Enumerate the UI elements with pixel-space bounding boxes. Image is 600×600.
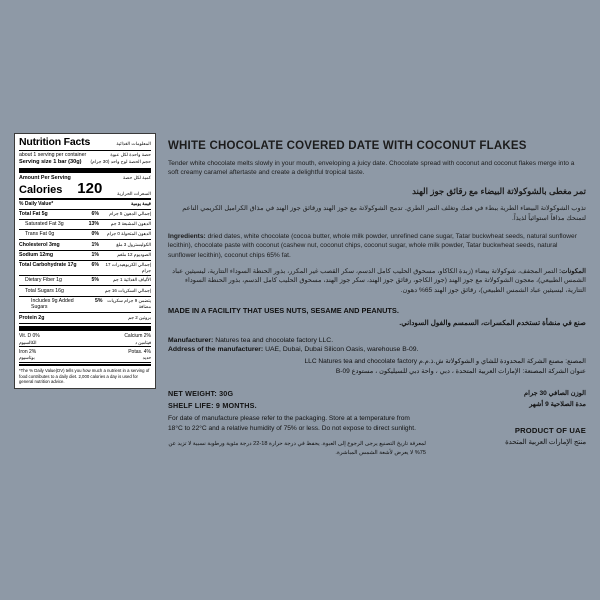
nutrient-name: Protein 2g (19, 314, 45, 321)
micronutrient-rows (19, 333, 151, 363)
divider (19, 150, 151, 151)
nutrition-title: Nutrition Facts (19, 136, 91, 148)
nutrient-name: Sodium 12mg (19, 252, 54, 259)
manufacturer-name-arabic: مصنع الشركة المحدودة للشاي و الشوكولاتة ش.ذ.م.م LLC Natures tea and chocolate factory (304, 358, 564, 366)
nutrient-row (19, 231, 151, 238)
divider (19, 209, 151, 210)
storage-instructions: For date of manufacture please refer to the packaging. Store at a temperature from 18°C to 22°C and a relative humidity of 75% or less. Do not expose to direct sunlight. (168, 415, 416, 432)
ingredients-section-arabic (168, 267, 586, 296)
nutrient-daily-value: 5% (94, 297, 103, 304)
nutrient-name-arabic: الصوديوم 12 ملغم (117, 252, 151, 258)
servings-per-container: about 1 serving per container (19, 152, 87, 159)
country-of-origin-arabic: منتج الإمارات العربية المتحدة (505, 439, 586, 447)
product-description-arabic: تذوب الشوكولاتة البيضاء الطرية ببطء في فمك وتغلف التمر الطري. تدمج الشوكولاتة مع جوز الهند ورقائق جوز الهند في مذاق الكراميل الكريمي الناعم لتمنحك مذاقاً استوائياً لذيذاً. (182, 205, 586, 222)
nutrient-row (19, 314, 151, 321)
serving-size-row (19, 159, 151, 166)
shelf-life-arabic: مدة الصلاحية 9 أشهر (529, 401, 586, 409)
divider (19, 323, 151, 324)
ingredients-label: Ingredients: (168, 233, 206, 241)
shelf-life: SHELF LIFE: 9 MONTHS. (168, 401, 257, 411)
nutrient-name: Total Fat 5g (19, 210, 48, 217)
micronutrient-name-arabic: فيتامين د (135, 339, 151, 345)
nutrition-facts-panel (14, 133, 156, 389)
micronutrient-name-secondary: Calcium 2% (124, 333, 151, 340)
allergen-warning: MADE IN A FACILITY THAT USES NUTS, SESAME AND PEANUTS. (168, 305, 399, 315)
daily-value-header (19, 201, 151, 207)
nutrient-name-arabic: الدهون المتحولة 0 جرام (106, 231, 151, 237)
amount-per-serving-label: Amount Per Serving (19, 174, 71, 181)
serving-size: Serving size 1 bar (30g) (19, 158, 82, 165)
manufacturer-address-label: Address of the manufacturer: (168, 346, 264, 354)
ingredients-text-arabic: التمر المجفف، شوكولاتة بيضاء (زبدة الكاكاو، مسحوق الحليب كامل الدسم، سكر القصب غير المكرر، بذور الحنطة السوداء التتارية، ليسيثين عباد الشمس الطبيعي)، معجون الشوكولاتة مع جوز الهند (جوز الكاجو، رقائق جوز الهند، سكر جوز الهند، مسحوق الحليب كامل الدسم، بذور الحنطة السوداء التتارية، ليسيثين عباد الشمس الطبيعي)، رقائق جوز الهند 65% دهون. (172, 267, 586, 294)
micronutrient-row-arabic (19, 340, 151, 345)
divider-thick (19, 326, 151, 331)
divider (19, 219, 151, 220)
calories-label: Calories (19, 184, 63, 197)
nutrient-rows (19, 211, 151, 324)
bottom-right-column (436, 389, 586, 446)
nutrient-row (19, 221, 151, 228)
nutrient-row (19, 241, 151, 248)
daily-value-footnote: *The % Daily Value(DV) tells you how much a nutrient in a serving of food contributes to a daily diet. 2,000 calories a day is used for general nutrition advice. (19, 368, 150, 384)
bottom-section (168, 389, 586, 457)
daily-value-label: % Daily Value* (19, 201, 54, 208)
nutrient-daily-value: 1% (91, 241, 99, 248)
manufacturer-address-label-arabic: عنوان الشركة المصنعة: (522, 368, 586, 376)
divider (19, 362, 151, 363)
manufacturer-section-arabic (168, 357, 586, 377)
serving-size-arabic: حجم الحصة لوح واحد (30 جرام) (90, 158, 151, 164)
micronutrient-row-arabic (19, 355, 151, 360)
divider (19, 250, 151, 251)
nutrient-row (19, 287, 151, 294)
net-weight: NET WEIGHT: 30G (168, 389, 234, 399)
nutrient-daily-value: 5% (91, 277, 99, 284)
manufacturer-label-arabic: المصنع: (565, 358, 586, 366)
calories-row (19, 181, 151, 196)
micronutrient-name-secondary: Potas. 4% (128, 348, 151, 355)
nutrient-name-arabic: الألياف الغذائية 1 جم (112, 277, 151, 283)
divider-medium (19, 198, 151, 200)
nutrient-row (19, 262, 151, 274)
nutrient-name: Total Carbohydrate 17g (19, 262, 77, 269)
ingredients-label-arabic: المكونات: (559, 267, 586, 275)
nutrient-daily-value: 0% (91, 231, 99, 238)
manufacturer-label: Manufacturer: (168, 336, 214, 344)
nutrient-daily-value: 6% (91, 262, 99, 269)
micronutrient-row (19, 348, 151, 355)
product-title-arabic: تمر مغطى بالشوكولاتة البيضاء مع رقائق جوز الهند (412, 186, 586, 197)
micronutrient-row (19, 333, 151, 340)
manufacturer-section (168, 336, 586, 356)
divider (19, 312, 151, 313)
divider-thick (19, 168, 151, 173)
net-weight-arabic: الوزن الصافي 30 جرام (524, 390, 586, 398)
nutrient-name-arabic: إجمالي السكريات 16 جم (104, 287, 151, 293)
nutrition-title-row (19, 137, 151, 149)
manufacturer-address: UAE, Dubai, Dubai Silicon Oasis, warehouse B-09. (265, 346, 419, 354)
servings-per-container-arabic: حصة واحدة لكل عبوة (110, 152, 151, 158)
manufacturer-line (168, 336, 586, 346)
nutrient-name: Includes 9g Added Sugars (31, 297, 74, 311)
ingredients-text: dried dates, white chocolate (cocoa butter, whole milk powder, unrefined cane sugar, Tatar buckwheat seeds, natural sunflower lecithin), chocolate paste with coconut (cashew nut, coconut chips, coconut sugar, whole milk powder, Tatar buckwheat seeds, natural sunflower lecithin), coconut chips 65% fat. (168, 233, 577, 259)
micronutrient-name: Iron 2% (19, 348, 37, 355)
country-of-origin: PRODUCT OF UAE (514, 426, 586, 436)
calories-label-arabic: السعرات الحرارية (117, 191, 151, 197)
divider-medium (19, 364, 151, 366)
allergen-warning-arabic: صنع في منشأة تستخدم المكسرات، السمسم والفول السوداني. (399, 317, 586, 327)
ingredients-section (168, 232, 586, 260)
divider (19, 285, 151, 286)
manufacturer-line-arabic (168, 357, 586, 367)
manufacturer-name: Natures tea and chocolate factory LLC. (215, 336, 334, 344)
amount-per-serving-label-arabic: كمية لكل حصة (123, 174, 151, 180)
nutrient-name: Cholesterol 3mg (19, 241, 60, 248)
micronutrient-name-secondary-arabic: الكالسيوم (19, 339, 37, 345)
divider (19, 346, 151, 347)
divider (19, 275, 151, 276)
micronutrient-name: Vit. D 0% (19, 333, 40, 340)
nutrient-name-arabic: إجمالي الكربوهيدرات 17 جرام (105, 262, 151, 273)
nutrient-row (19, 211, 151, 218)
manufacturer-address-line-arabic (168, 367, 586, 377)
daily-value-label-arabic: قيمة يومية (131, 201, 151, 207)
nutrient-name: Trans Fat 0g (25, 231, 55, 238)
nutrient-daily-value: 6% (91, 210, 99, 217)
divider (19, 239, 151, 240)
divider (19, 296, 151, 297)
micronutrient-name-arabic: حديد (142, 355, 151, 361)
nutrient-daily-value: 13% (88, 221, 99, 228)
calories-value: 120 (77, 180, 103, 198)
nutrition-title-arabic: المعلومات الغذائية (116, 141, 151, 146)
nutrient-daily-value: 1% (91, 252, 99, 259)
micronutrient-name-secondary-arabic: بوتاسيوم (19, 355, 35, 361)
nutrient-name-arabic: بروتين 2 جم (128, 314, 151, 320)
product-description: Tender white chocolate melts slowly in your mouth, enveloping a juicy date. Chocolate spread with coconut and coconut flakes merge into a soft creamy caramel aftertaste and create a delightful tropical taste. (168, 160, 575, 177)
divider (19, 260, 151, 261)
nutrient-name-arabic: الدهون المشبعة 3 جم (110, 221, 151, 227)
manufacturer-address-line (168, 345, 586, 355)
nutrient-name-arabic: إجمالي الدهون 5 جرام (109, 210, 151, 216)
divider (19, 229, 151, 230)
label-text-column (168, 139, 586, 457)
nutrient-name: Saturated Fat 3g (25, 221, 64, 228)
nutrient-row (19, 298, 151, 312)
nutrient-name: Dietary Fiber 1g (25, 277, 62, 284)
nutrient-row (19, 277, 151, 284)
storage-instructions-arabic: لمعرفة تاريخ التصنيع يرجى الرجوع إلى العبوة. يحفظ في درجة حرارة 18-22 درجة مئوية ورطوبة نسبية لا تزيد عن 75% لا يعرض لأشعة الشمس المباشرة. (168, 441, 426, 456)
nutrient-name: Total Sugars 16g (25, 287, 64, 294)
manufacturer-address-arabic: الإمارات العربية المتحدة ، دبي ، واحة دبي للسيليكون ، مستودع B-09 (335, 368, 521, 376)
product-title: WHITE CHOCOLATE COVERED DATE WITH COCONUT FLAKES (168, 140, 527, 152)
nutrient-row (19, 252, 151, 259)
nutrient-name-arabic: يتضمن 9 جرام سكريات مضافة (107, 297, 151, 309)
nutrient-name-arabic: الكوليسترول 3 ملغ (116, 241, 151, 247)
